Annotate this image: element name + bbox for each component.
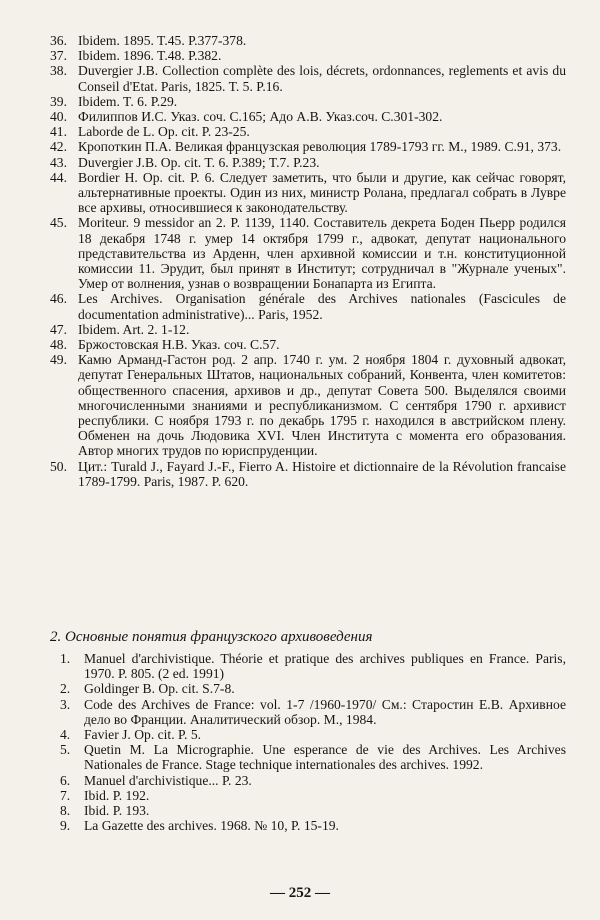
endnote	[50, 215, 566, 291]
endnote	[50, 291, 566, 321]
endnote	[50, 155, 566, 170]
page-number: — 252 —	[270, 885, 330, 901]
endnote-text: Кропоткин П.А. Великая французская революция 1789-1793 гг. М., 1989. С.91, 373.	[78, 139, 562, 155]
section-endnotes-list	[60, 651, 566, 833]
endnote-text: Ibidem. T. 6. P.29.	[78, 93, 178, 109]
endnotes-list	[50, 33, 566, 489]
endnote	[50, 337, 566, 352]
endnote-text: Duvergier J.B. Op. cit. T. 6. P.389; T.7. P.23.	[78, 154, 320, 170]
endnote-number: 47.	[50, 321, 67, 337]
endnote-text: Бржостовская Н.В. Указ. соч. С.57.	[78, 337, 280, 353]
endnote-text: Code des Archives de France: vol. 1-7 /1960-1970/ См.: Старостин Е.В. Архивное дело во Франции. Аналитический обзор. М., 1984.	[84, 696, 566, 727]
endnote	[60, 773, 566, 788]
endnote-number: 42.	[50, 139, 67, 155]
endnote-number: 3.	[60, 696, 71, 712]
endnote-text: Филиппов И.С. Указ. соч. С.165; Адо А.В. Указ.соч. С.301-302.	[78, 109, 443, 125]
endnote-number: 5.	[60, 742, 71, 758]
endnote	[60, 651, 566, 681]
endnote	[60, 681, 566, 696]
endnote-text: La Gazette des archives. 1968. № 10, P. 15-19.	[84, 818, 339, 834]
endnote	[50, 33, 566, 48]
endnote-text: Manuel d'archivistique. Théorie et pratique des archives publiques en France. Paris, 1970. P. 805. (2 ed. 1991)	[84, 651, 566, 682]
endnote-text: Laborde de L. Op. cit. P. 23-25.	[78, 124, 250, 140]
endnote	[50, 124, 566, 139]
endnote	[50, 170, 566, 216]
endnote	[60, 788, 566, 803]
endnote	[60, 742, 566, 772]
endnote-number: 8.	[60, 803, 71, 819]
endnote-number: 36.	[50, 33, 67, 48]
endnote-number: 46.	[50, 291, 67, 307]
endnote-text: Ibidem. Art. 2. 1-12.	[78, 321, 190, 337]
endnote-text: Ibidem. 1896. T.48. P.382.	[78, 48, 222, 64]
endnote	[60, 727, 566, 742]
endnote-number: 40.	[50, 109, 67, 125]
endnote-text: Bordier H. Op. cit. P. 6. Следует заметить, что были и другие, как сейчас говорят, альтернативные проекты. Один из них, министр Ролана, предлагал собрать в Лувре все архивы, относившиеся к законодательству.	[78, 169, 566, 216]
endnote-text: Цит.: Turald J., Fayard J.-F., Fierro A. Histoire et dictionnaire de la Révolution francaise 1789-1799. Paris, 1987. P. 620.	[78, 458, 566, 489]
endnote	[60, 697, 566, 727]
endnote	[50, 352, 566, 458]
endnote-number: 49.	[50, 352, 67, 368]
endnote-number: 1.	[60, 651, 71, 666]
endnote-number: 9.	[60, 818, 71, 834]
endnote-text: Ibidem. 1895. T.45. P.377-378.	[78, 33, 247, 48]
endnote-text: Ibid. P. 192.	[84, 787, 150, 803]
endnote-text: Ibid. P. 193.	[84, 803, 150, 819]
endnote-number: 50.	[50, 458, 67, 474]
endnote-number: 43.	[50, 154, 67, 170]
endnote	[60, 818, 566, 833]
endnote-number: 2.	[60, 681, 71, 697]
endnote-text: Les Archives. Organisation générale des Archives nationales (Fascicules de documentation administrative)... Paris, 1952.	[78, 291, 566, 322]
endnote-number: 41.	[50, 124, 67, 140]
endnote	[50, 48, 566, 63]
endnote-number: 48.	[50, 337, 67, 353]
endnote	[50, 109, 566, 124]
endnote	[50, 459, 566, 489]
endnote-text: Камю Арманд-Гастон род. 2 апр. 1740 г. ум. 2 ноября 1804 г. духовный адвокат, депутат Генеральных Штатов, национальных собраний, Конвента, член комитетов: общественного спасения, архивов и др., депутат Совета 500. Выделялся своими многочисленными знаниями и республиканизмом. С сентября 1790 г. архивист республики. С ноября 1793 г. по декабрь 1795 г. находился в австрийском плену. Обменен на дочь Людовика XVI. Член Института с момента его образования. Автор многих трудов по юриспруденции.	[78, 352, 566, 459]
endnote-text: Manuel d'archivistique... P. 23.	[84, 772, 252, 788]
endnote-text: Goldinger B. Op. cit. S.7-8.	[84, 681, 235, 697]
endnote-text: Duvergier J.B. Collection complète des lois, décrets, ordonnances, reglements et avis du Conseil d'Etat. Paris, 1825. T. 5. P.16.	[78, 63, 566, 94]
section-title: 2. Основные понятия французского архивоведения	[50, 629, 373, 645]
endnote	[50, 139, 566, 154]
endnote-text: Quetin M. La Micrographie. Une esperance de vie des Archives. Les Archives Nationales de France. Stage technique internationales des archives. 1992.	[84, 742, 566, 773]
endnote-number: 4.	[60, 727, 71, 743]
endnote-text: Moriteur. 9 messidor an 2. P. 1139, 1140. Составитель декрета Боден Пьерр родился 18 декабря 1748 г. умер 14 октября 1799 г., адвокат, депутат национального представительства из Арденн, член архивной комиссии и т.н. конституционной комиссии 11. Эрудит, был принят в Институт; сотрудничал в "Журнале ученых". Умер от волнения, узнав о возвращении Бонапарта из Египта.	[78, 215, 566, 292]
endnote-number: 6.	[60, 772, 71, 788]
endnote-number: 7.	[60, 787, 71, 803]
endnote-number: 38.	[50, 63, 67, 79]
endnote-text: Favier J. Op. cit. P. 5.	[84, 727, 202, 743]
endnote	[50, 94, 566, 109]
endnote-number: 39.	[50, 93, 67, 109]
endnote-number: 37.	[50, 48, 67, 64]
endnote-number: 45.	[50, 215, 67, 231]
endnote-number: 44.	[50, 169, 67, 185]
endnote	[50, 63, 566, 93]
endnote	[50, 322, 566, 337]
endnote	[60, 803, 566, 818]
